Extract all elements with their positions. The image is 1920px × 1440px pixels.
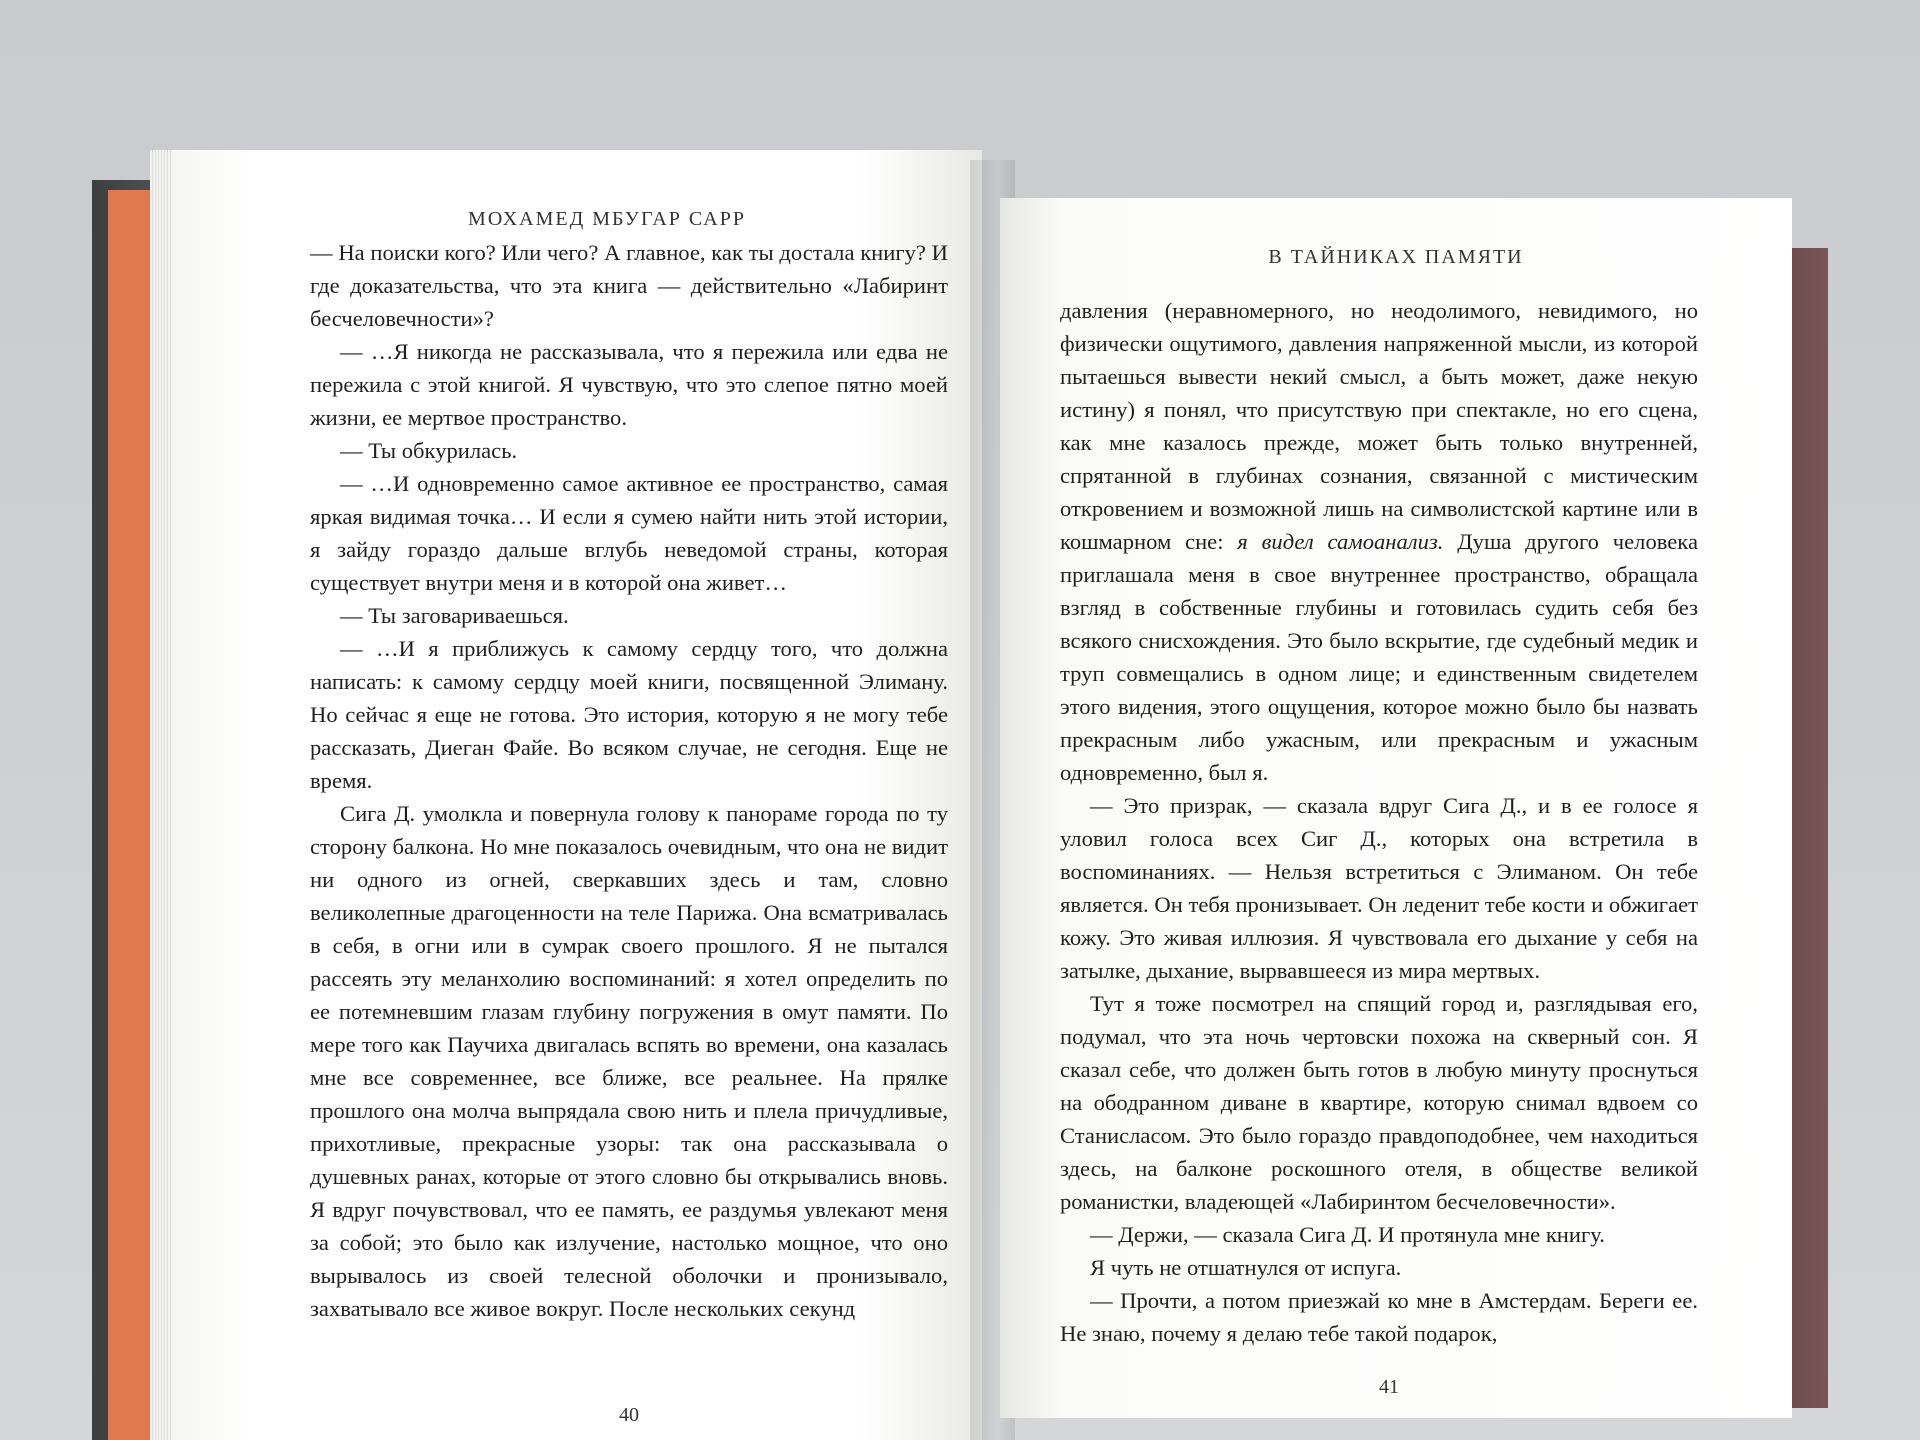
right-page-text [1060, 294, 1698, 1350]
paragraph: — …Я никогда не рассказывала, что я пережила или едва не пережила с этой книгой. Я чувствую, что это слепое пятно моей жизни, ее мертвое пространство. [310, 339, 948, 430]
page-number-left: 40 [619, 1404, 639, 1426]
paragraph: — Держи, — сказала Сига Д. И протянула мне книгу. [1090, 1222, 1605, 1247]
right-page [1000, 198, 1792, 1418]
paragraph: — Прочти, а потом приезжай ко мне в Амстердам. Береги ее. Не знаю, почему я делаю тебе такой подарок, [1060, 1288, 1698, 1346]
paragraph: — Ты заговариваешься. [340, 603, 569, 628]
paragraph: — …И я приближусь к самому сердцу того, что должна написать: к самому сердцу моей книги, посвященной Элиману. Но сейчас я еще не готова. Это история, которую я не могу тебе рассказать, Диеган Файе. Во всяком случае, не сегодня. Еще не время. [310, 636, 948, 793]
page-number-right: 41 [1379, 1376, 1399, 1398]
left-page [172, 150, 982, 1440]
paragraph: Я чуть не отшатнулся от испуга. [1090, 1255, 1402, 1280]
paragraph: Тут я тоже посмотрел на спящий город и, разглядывая его, подумал, что эта ночь чертовски похожа на скверный сон. Я сказал себе, что должен быть готов в любую минуту проснуться на ободранном диване в квартире, которую снимал вдвоем со Станисласом. Это было гораздо правдоподобнее, чем находиться здесь, на балконе роскошного отеля, в обществе великой романистки, владеющей «Лабиринтом бесчеловечности». [1060, 991, 1698, 1214]
paragraph: — На поиски кого? Или чего? А главное, как ты достала книгу? И где доказательства, что эта книга — действительно «Лабиринт бесчеловечности»? [310, 240, 948, 331]
left-page-text [310, 236, 948, 1325]
paragraph: — Это призрак, — сказала вдруг Сига Д., и в ее голосе я уловил голоса всех Сиг Д., которых она встретила в воспоминаниях. — Нельзя встретиться с Элиманом. Он тебе является. Он тебя пронизывает. Он леденит тебе кости и обжигает кожу. Это живая иллюзия. Я чувствовала его дыхание у себя на затылке, дыхание, вырвавшееся из мира мертвых. [1060, 793, 1698, 983]
paragraph: — …И одновременно самое активное ее пространство, самая яркая видимая точка… И если я сумею найти нить этой истории, я зайду гораздо дальше вглубь неведомой страны, которая существует внутри меня и в которой она живет… [310, 471, 948, 595]
running-head-title: В ТАЙНИКАХ ПАМЯТИ [1268, 246, 1524, 268]
paragraph: Сига Д. умолкла и повернула голову к панораме города по ту сторону балкона. Но мне показалось очевидным, что она не видит ни одного из огней, сверкавших здесь и там, словно великолепные драгоценности на теле Парижа. Она всматривалась в себя, в огни или в сумрак своего прошлого. Я не пытался рассеять эту меланхолию воспоминаний: я хотел определить по ее потемневшим глазам глубину погружения в омут памяти. По мере того как Паучиха двигалась вспять во времени, она казалась мне все современнее, все ближе, все реальнее. На прялке прошлого она молча выпрядала свою нить и плела причудливые, прихотливые, прекрасные узоры: так она рассказывала о душевных ранах, которые от этого словно бы открывались вновь. Я вдруг почувствовал, что ее память, ее раздумья увлекают меня за собой; это было как излучение, настолько мощное, что оно вырывалось из своей телесной оболочки и пронизывало, захватывало все живое вокруг. После нескольких секунд [310, 801, 948, 1321]
text-run: Душа другого человека приглашала меня в свое внутреннее пространство, обращала взгляд в собственные глубины и готовилась судить себя без всякого снисхождения. Это было вскрытие, где судебный медик и труп совмещались в одном лице; и единственным свидетелем этого видения, этого ощущения, которое можно было бы назвать прекрасным либо ужасным, или прекрасным и ужасным одновременно, был я. [1060, 529, 1698, 785]
running-head-author: МОХАМЕД МБУГАР САРР [468, 208, 746, 230]
text-run: давления (неравномерного, но неодолимого, невидимого, но физически ощутимого, давления напряженной мысли, из которой пытаешься вывести некий смысл, а быть может, даже некую истину) я понял, что присутствую при спектакле, но его сцена, как мне казалось прежде, может быть только внутренней, спрятанной в глубинах сознания, связанной с мистическим откровением и возможной лишь на символистской картине или в кошмарном сне: [1060, 298, 1698, 554]
paragraph: — Ты обкурилась. [340, 438, 518, 463]
italic-phrase: я видел самоанализ. [1237, 529, 1444, 554]
paragraph [1060, 294, 1698, 789]
